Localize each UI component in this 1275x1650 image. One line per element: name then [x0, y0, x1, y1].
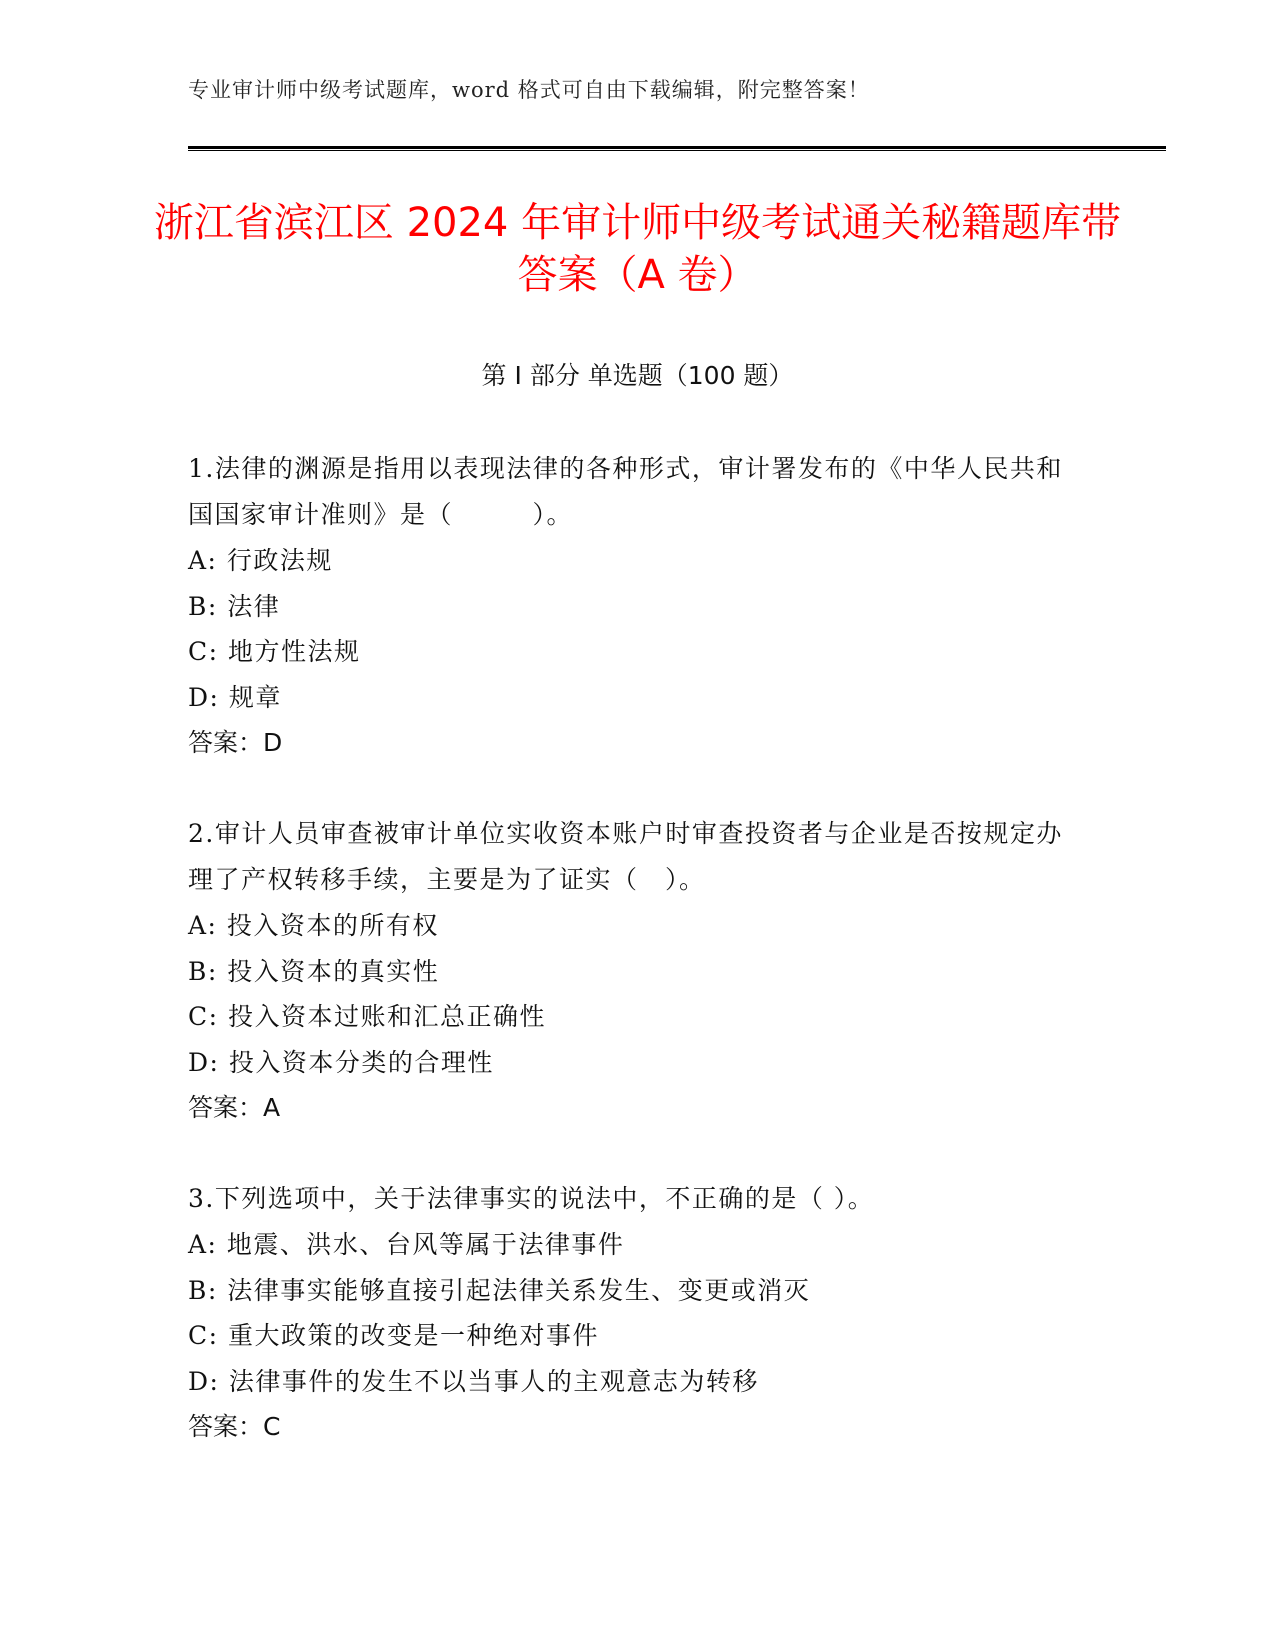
question-stem: 2.审计人员审查被审计单位实收资本账户时审查投资者与企业是否按规定办理了产权转移手续，主要是为了证实（ ）。 — [188, 819, 1063, 894]
answer-label: 答案：C — [188, 1412, 281, 1441]
question-stem: 3.下列选项中，关于法律事实的说法中，不正确的是（ ）。 — [188, 1184, 875, 1213]
document-title: 浙江省滨江区 2024 年审计师中级考试通关秘籍题库带答案（A 卷） — [153, 200, 1122, 298]
header-note: 专业审计师中级考试题库，word 格式可自由下载编辑，附完整答案！ — [188, 78, 870, 102]
option-d: D: 规章 — [188, 682, 282, 712]
answer-label: 答案：A — [188, 1093, 281, 1122]
option-d: D: 法律事件的发生不以当事人的主观意志为转移 — [188, 1366, 759, 1396]
answer-label: 答案：D — [188, 728, 283, 757]
question-2 — [188, 811, 1068, 1131]
option-a: A: 投入资本的所有权 — [188, 911, 439, 940]
section-title: 第 I 部分 单选题（100 题） — [481, 361, 794, 390]
question-3 — [188, 1176, 1068, 1450]
option-c: C: 投入资本过账和汇总正确性 — [188, 1002, 546, 1031]
question-list — [188, 446, 1068, 1495]
option-b: B: 法律事实能够直接引起法律关系发生、变更或消灭 — [188, 1275, 811, 1305]
option-b: B: 投入资本的真实性 — [188, 956, 440, 986]
header-divider — [188, 146, 1166, 151]
option-c: C: 重大政策的改变是一种绝对事件 — [188, 1321, 599, 1350]
option-a: A: 地震、洪水、台风等属于法律事件 — [188, 1230, 625, 1259]
option-a: A: 行政法规 — [188, 546, 333, 575]
question-1 — [188, 446, 1068, 766]
option-b: B: 法律 — [188, 591, 281, 621]
option-c: C: 地方性法规 — [188, 637, 361, 666]
option-d: D: 投入资本分类的合理性 — [188, 1047, 494, 1077]
question-stem: 1.法律的渊源是指用以表现法律的各种形式，审计署发布的《中华人民共和国国家审计准则》是（ ）。 — [188, 454, 1063, 529]
